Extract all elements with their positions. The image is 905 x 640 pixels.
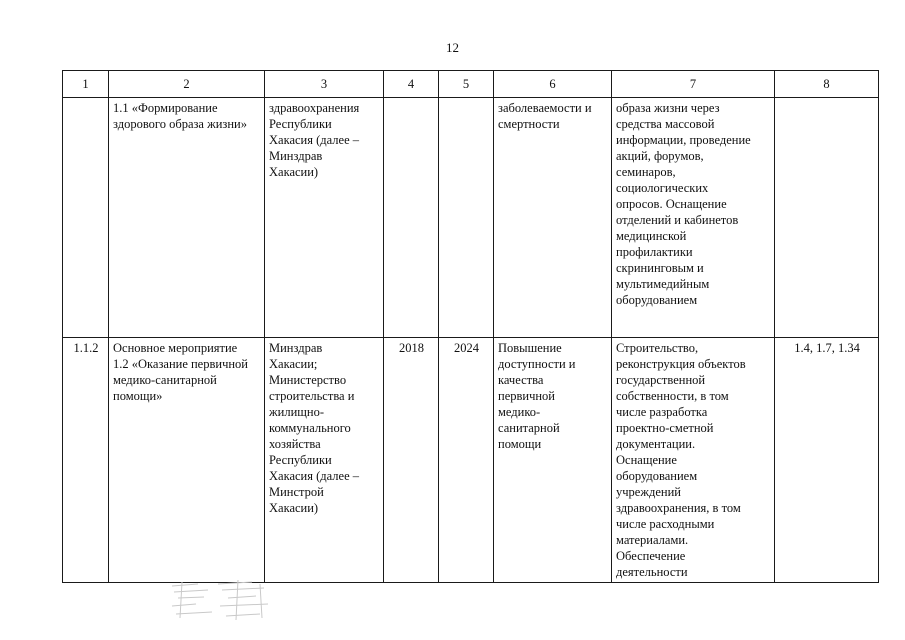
page-number: 12	[446, 40, 459, 55]
start-year-cell	[384, 98, 439, 338]
activities-table	[62, 70, 879, 583]
end-year-cell	[439, 98, 494, 338]
expected-result-cell: заболеваемости и смертности	[494, 98, 612, 338]
table-row	[63, 98, 879, 338]
indicator-link-cell: 1.4, 1.7, 1.34	[775, 338, 879, 583]
header-col-4: 4	[384, 71, 439, 98]
table-row	[63, 338, 879, 583]
header-col-2: 2	[109, 71, 265, 98]
executor-cell: здравоохранения Республики Хакасия (далее – Минздрав Хакасии)	[265, 98, 384, 338]
header-col-5: 5	[439, 71, 494, 98]
main-directions-cell: Строительство, реконструкция объектов государственной собственности, в том числе разработка проектно-сметной документации. Оснащение оборудованием учреждений здравоохранения, в том числе расходными материалами. Обеспечение деятельности	[612, 338, 775, 583]
activity-name-cell: Основное мероприятие 1.2 «Оказание первичной медико-санитарной помощи»	[109, 338, 265, 583]
header-col-3: 3	[265, 71, 384, 98]
faint-stamp-mark	[168, 578, 280, 624]
header-col-8: 8	[775, 71, 879, 98]
row-number-cell	[63, 98, 109, 338]
indicator-link-cell	[775, 98, 879, 338]
header-col-6: 6	[494, 71, 612, 98]
expected-result-cell: Повышение доступности и качества первичной медико- санитарной помощи	[494, 338, 612, 583]
executor-cell: Минздрав Хакасии; Министерство строительства и жилищно- коммунального хозяйства Республики Хакасия (далее – Минстрой Хакасии)	[265, 338, 384, 583]
activity-name-cell: 1.1 «Формирование здорового образа жизни»	[109, 98, 265, 338]
header-col-1: 1	[63, 71, 109, 98]
start-year-cell: 2018	[384, 338, 439, 583]
row-number-cell: 1.1.2	[63, 338, 109, 583]
header-row	[63, 71, 879, 98]
main-directions-cell: образа жизни через средства массовой информации, проведение акций, форумов, семинаров, социологических опросов. Оснащение отделений и кабинетов медицинской профилактики скрининговым и мультимедийным оборудованием	[612, 98, 775, 338]
header-col-7: 7	[612, 71, 775, 98]
end-year-cell: 2024	[439, 338, 494, 583]
